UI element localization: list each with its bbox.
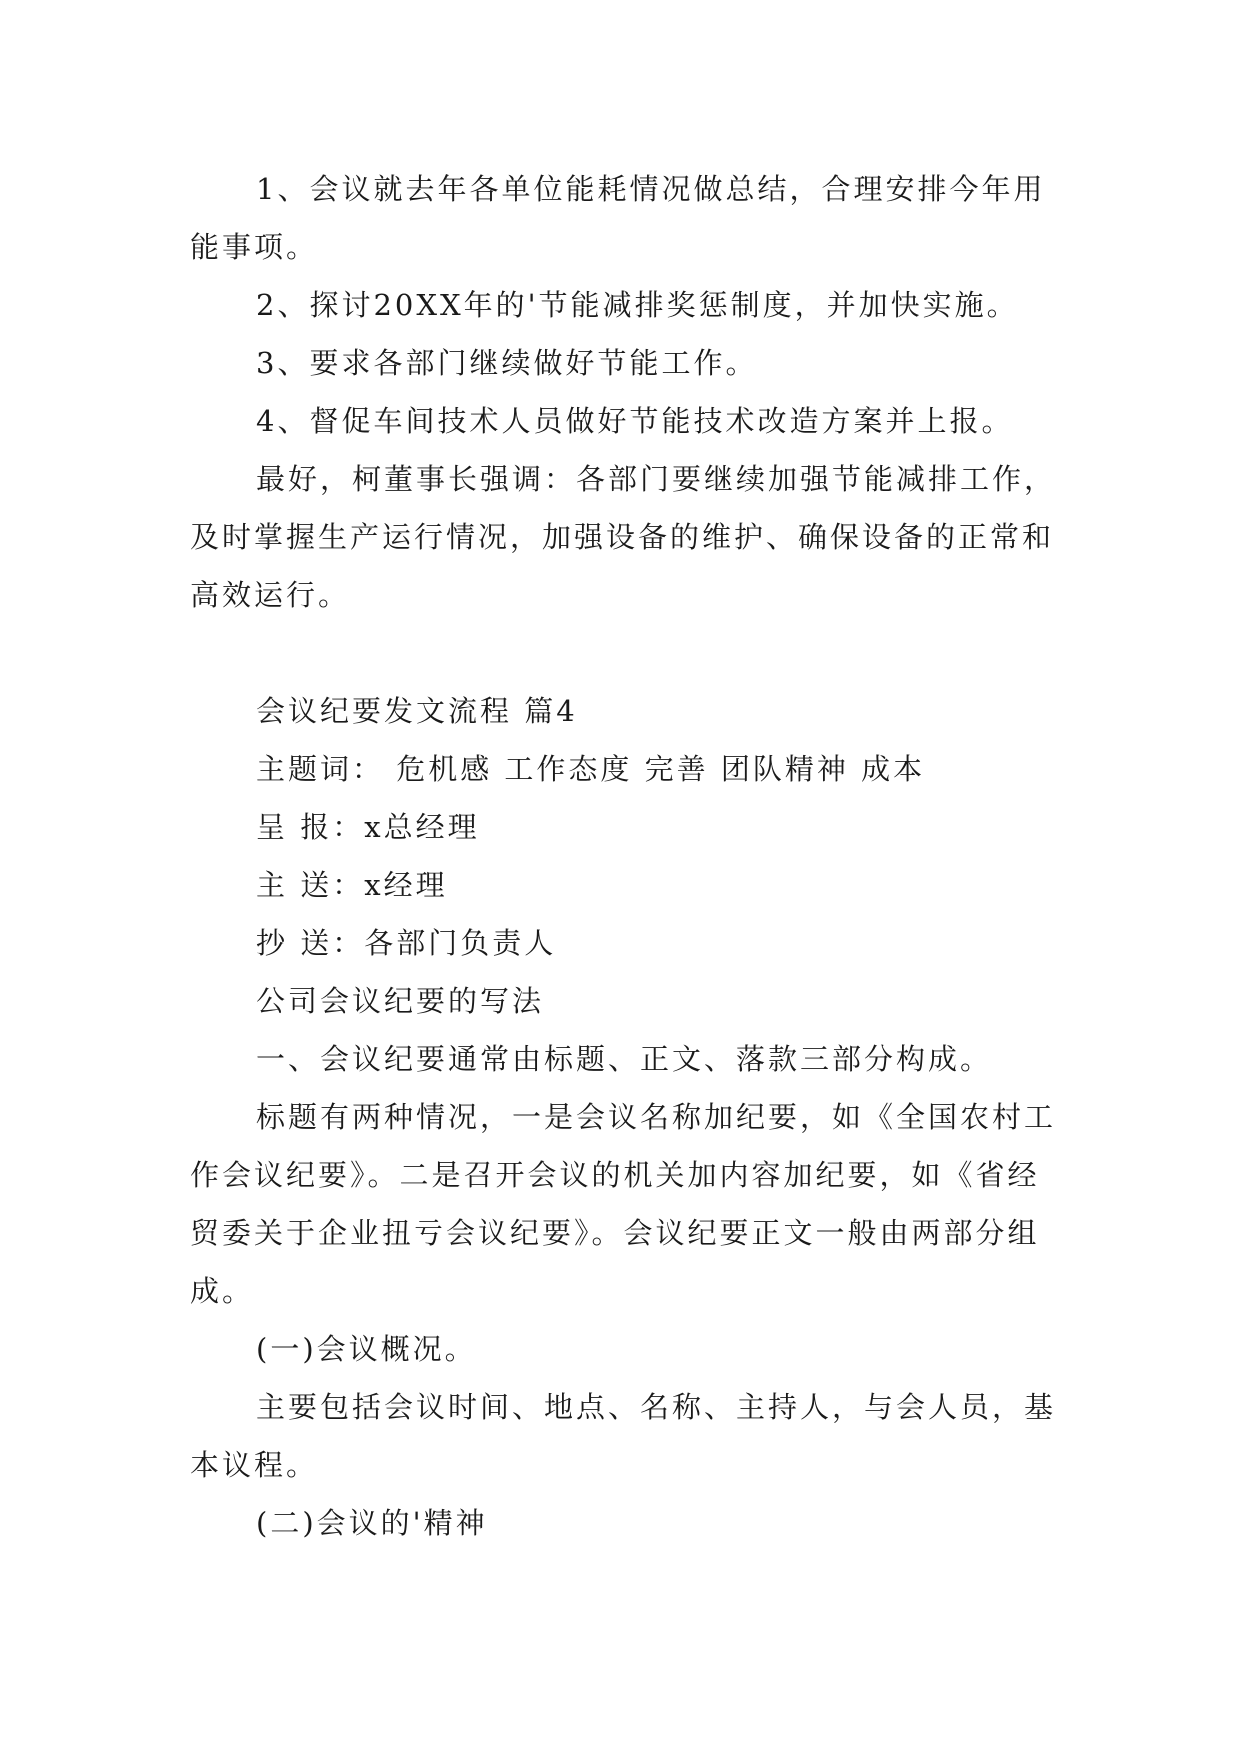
send-to-line: 主 送：x经理: [256, 868, 448, 902]
body-paragraph-2: 标题有两种情况，一是会议名称加纪要，如《全国农村工作会议纪要》。二是召开会议的机关加内容加纪要，如《省经贸委关于企业扭亏会议纪要》。会议纪要正文一般由两部分组成。: [190, 1100, 1057, 1308]
body-paragraph-3: (一)会议概况。: [256, 1332, 477, 1366]
list-item-2: 2、探讨20XX年的'节能减排奖惩制度，并加快实施。: [256, 288, 1019, 322]
list-item-1: 1、会议就去年各单位能耗情况做总结，合理安排今年用能事项。: [190, 172, 1046, 264]
keywords-line: 主题词： 危机感 工作态度 完善 团队精神 成本: [256, 752, 926, 786]
section-heading: 会议纪要发文流程 篇4: [256, 694, 578, 728]
list-item-3: 3、要求各部门继续做好节能工作。: [256, 346, 758, 380]
closing-paragraph: 最好，柯董事长强调：各部门要继续加强节能减排工作，及时掌握生产运行情况，加强设备的维护、确保设备的正常和高效运行。: [190, 462, 1057, 612]
section-spacer: [190, 624, 1060, 682]
body-paragraph-1: 一、会议纪要通常由标题、正文、落款三部分构成。: [256, 1042, 993, 1076]
report-to-line: 呈 报：x总经理: [256, 810, 480, 844]
subtitle-line: 公司会议纪要的写法: [256, 984, 545, 1018]
cc-line: 抄 送：各部门负责人: [256, 926, 557, 960]
body-paragraph-5: (二)会议的'精神: [256, 1506, 488, 1540]
body-paragraph-4: 主要包括会议时间、地点、名称、主持人，与会人员，基本议程。: [190, 1390, 1057, 1482]
list-item-4: 4、督促车间技术人员做好节能技术改造方案并上报。: [256, 404, 1014, 438]
document-body: [190, 160, 1060, 1552]
